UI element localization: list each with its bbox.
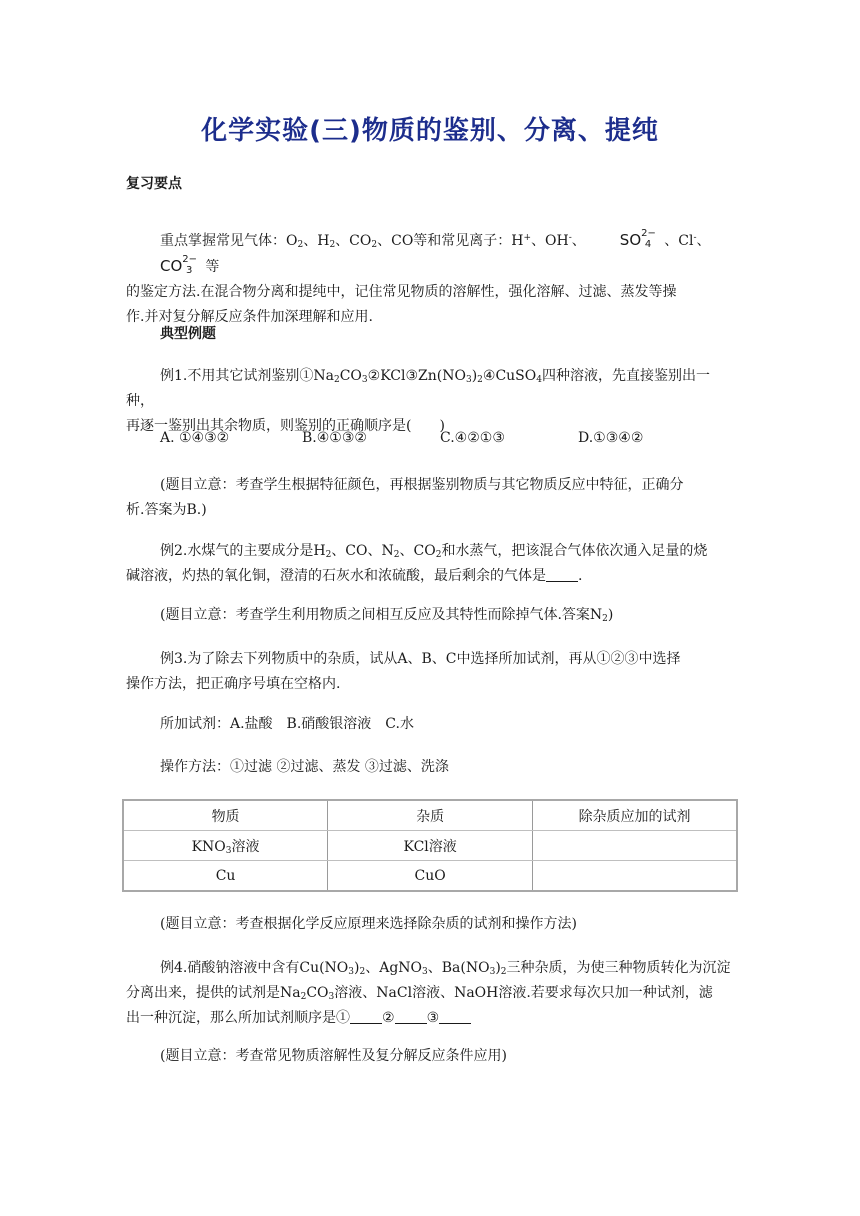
answer-blank — [546, 567, 578, 582]
example-3-line-2: 操作方法，把正确序号填在空格内. — [126, 676, 341, 692]
cell-substance: $KNO_3$溶液 — [123, 831, 328, 861]
header-substance: 物质 — [123, 800, 328, 831]
examples-heading: 典型例题 — [160, 326, 216, 342]
review-heading: 复习要点 — [126, 176, 182, 192]
option-d: D.①③④② — [578, 430, 644, 446]
example-2-note: (题目立意：考查学生利用物质之间相互反应及其特性而除掉气体.答案$N_2$) — [160, 607, 614, 624]
example-3-methods: 操作方法：①过滤 ②过滤、蒸发 ③过滤、洗涤 — [160, 759, 449, 775]
review-paragraph: 重点掌握常见气体：$O_2$、$H_2$、$CO_2$、CO等和常见离子：H+、OH-、 $SO^{2-}_4$ 、Cl-、$CO^{2-}_3$ 等 的鉴定方法.在混合物分离和提纯中，记住常见物质的溶解性，强化溶解、过滤、蒸发等操 作.并对复分解反应条件加深理解和应用. — [126, 228, 736, 330]
answer-blank — [350, 1009, 382, 1024]
example-2-line-2: 碱溶液，灼热的氧化铜，澄清的石灰水和浓硫酸，最后剩余的气体是 . — [126, 568, 583, 584]
example-3-reagents: 所加试剂：A.盐酸 B.硝酸银溶液 C.水 — [160, 716, 414, 732]
header-reagent: 除杂质应加的试剂 — [533, 800, 737, 831]
example-4: 例4.硝酸钠溶液中含有$Cu(NO_3)_2$、AgNO$_3$、$Ba(NO_3)_2$三种杂质，为使三种物质转化为沉淀 分离出来，提供的试剂是$Na_2CO_3$溶液、NaCl溶液、NaOH溶液.若要求每次只加一种试剂，滤 出一种沉淀，那么所加试剂顺序是① ② ③ — [126, 956, 736, 1031]
cell-impurity: CuO — [328, 861, 533, 892]
example-4-line-2: 分离出来，提供的试剂是$Na_2CO_3$溶液、NaCl溶液、NaOH溶液.若要求每次只加一种试剂，滤 — [126, 985, 713, 1002]
page-title: 化学实验(三)物质的鉴别、分离、提纯 — [201, 116, 659, 146]
option-b: B.④①③② — [302, 430, 367, 446]
cell-impurity: KCl溶液 — [328, 831, 533, 861]
example-3: 例3.为了除去下列物质中的杂质，试从A、B、C中选择所加试剂，再从①②③中选择 操作方法，把正确序号填在空格内. — [126, 647, 736, 697]
example-3-note: (题目立意：考查根据化学反应原理来选择除杂质的试剂和操作方法) — [160, 916, 577, 932]
table-row — [123, 861, 737, 892]
impurity-table — [122, 799, 738, 892]
example-4-line-3: 出一种沉淀，那么所加试剂顺序是① ② ③ — [126, 1006, 736, 1031]
answer-blank — [395, 1009, 427, 1024]
example-1-note: (题目立意：考查学生根据特征颜色，再根据鉴别物质与其它物质反应中特征，正确分 析.答案为B.) — [126, 473, 736, 523]
example-1-note-line-2: 析.答案为B.) — [126, 502, 207, 518]
cell-reagent-answer[interactable] — [533, 831, 737, 861]
carbonate-ion-formula: $CO^{2-}_3$ — [160, 254, 198, 276]
example-1-line-2: 再逐一鉴别出其余物质，则鉴别的正确顺序是( ) — [126, 418, 445, 434]
table-header-row — [123, 800, 737, 831]
example-2: 例2.水煤气的主要成分是$H_2$、CO、$N_2$、$CO_2$和水蒸气，把该混合气体依次通入足量的烧 碱溶液，灼热的氧化铜，澄清的石灰水和浓硫酸，最后剩余的气体是 . — [126, 539, 736, 589]
option-c: C.④②①③ — [440, 430, 505, 446]
sulfate-ion-formula: $SO^{2-}_4$ — [619, 228, 656, 250]
review-line-2: 的鉴定方法.在混合物分离和提纯中，记住常见物质的溶解性，强化溶解、过滤、蒸发等操 — [126, 284, 677, 300]
header-impurity: 杂质 — [328, 800, 533, 831]
answer-blank — [439, 1009, 471, 1024]
example-1: 例1.不用其它试剂鉴别$①Na_2CO_3②KCl③Zn(NO_3)_2④CuSO_4$四种溶液，先直接鉴别出一种， 再逐一鉴别出其余物质，则鉴别的正确顺序是( ) — [126, 364, 736, 439]
cell-substance: Cu — [123, 861, 328, 892]
option-a: A. ①④③② — [160, 430, 230, 446]
table-row — [123, 831, 737, 861]
cell-reagent-answer[interactable] — [533, 861, 737, 892]
review-line-3: 作.并对复分解反应条件加深理解和应用. — [126, 309, 373, 325]
example-4-note: (题目立意：考查常见物质溶解性及复分解反应条件应用) — [160, 1048, 507, 1064]
